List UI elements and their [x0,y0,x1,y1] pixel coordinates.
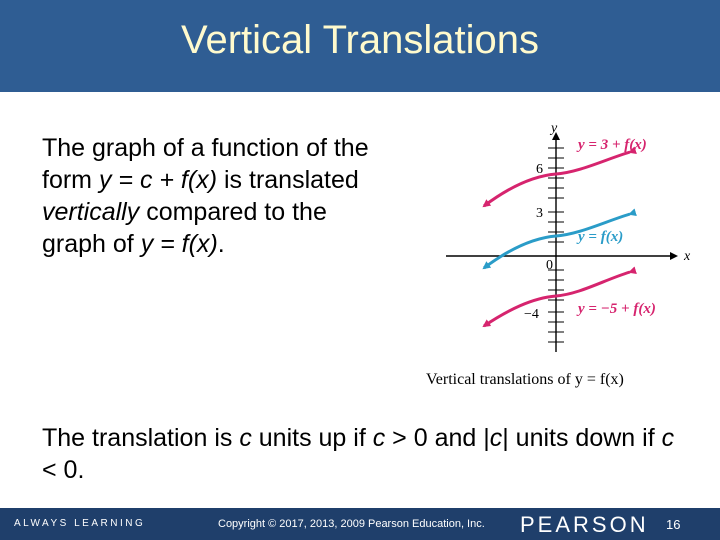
intro-text-2: is translated [217,166,359,194]
translation-graph [420,116,720,396]
label-base-curve: y = f(x) [578,229,624,245]
intro-paragraph [42,132,382,260]
explanation-text-1: The translation is [42,424,240,452]
label-top-curve: y = 3 + f(x) [578,137,647,153]
intro-vertically: vertically [42,198,140,226]
intro-text-1: The graph of a function of the form [42,134,369,194]
intro-text-4: . [217,230,225,258]
explanation-text-3: > 0 and | [385,424,490,452]
slide-number: 16 [666,517,681,532]
figure-caption: Vertical translations of y = f(x) [426,371,624,388]
explanation-c-4: c [661,424,675,452]
explanation-text-2: units up if [251,424,373,452]
slide-title: Vertical Translations [181,18,539,62]
tick-label-6: 6 [536,162,543,177]
label-bottom-curve: y = −5 + f(x) [578,301,656,317]
tick-label-neg4: −4 [524,307,539,322]
y-axis-label: y [551,121,558,136]
tick-label-3: 3 [536,206,543,221]
title-bar [0,0,720,92]
intro-text-3: compared to the graph of [42,198,327,258]
always-learning-tagline: ALWAYS LEARNING [14,518,146,529]
pearson-logo: PEARSON [520,512,649,537]
explanation-c-1: c [239,424,252,452]
explanation-c-3: c [489,424,503,452]
tick-label-0: 0 [546,258,553,273]
intro-function: y = f(x) [140,230,218,258]
explanation-text-4: | units down if [502,424,662,452]
intro-equation: y = c + f(x) [98,166,218,194]
footer-bar [0,508,720,540]
translation-explanation [42,422,692,486]
x-axis-label: x [684,249,691,264]
explanation-c-2: c [372,424,386,452]
explanation-text-5: < 0. [42,456,85,484]
copyright-notice: Copyright © 2017, 2013, 2009 Pearson Education, Inc. [218,518,485,530]
